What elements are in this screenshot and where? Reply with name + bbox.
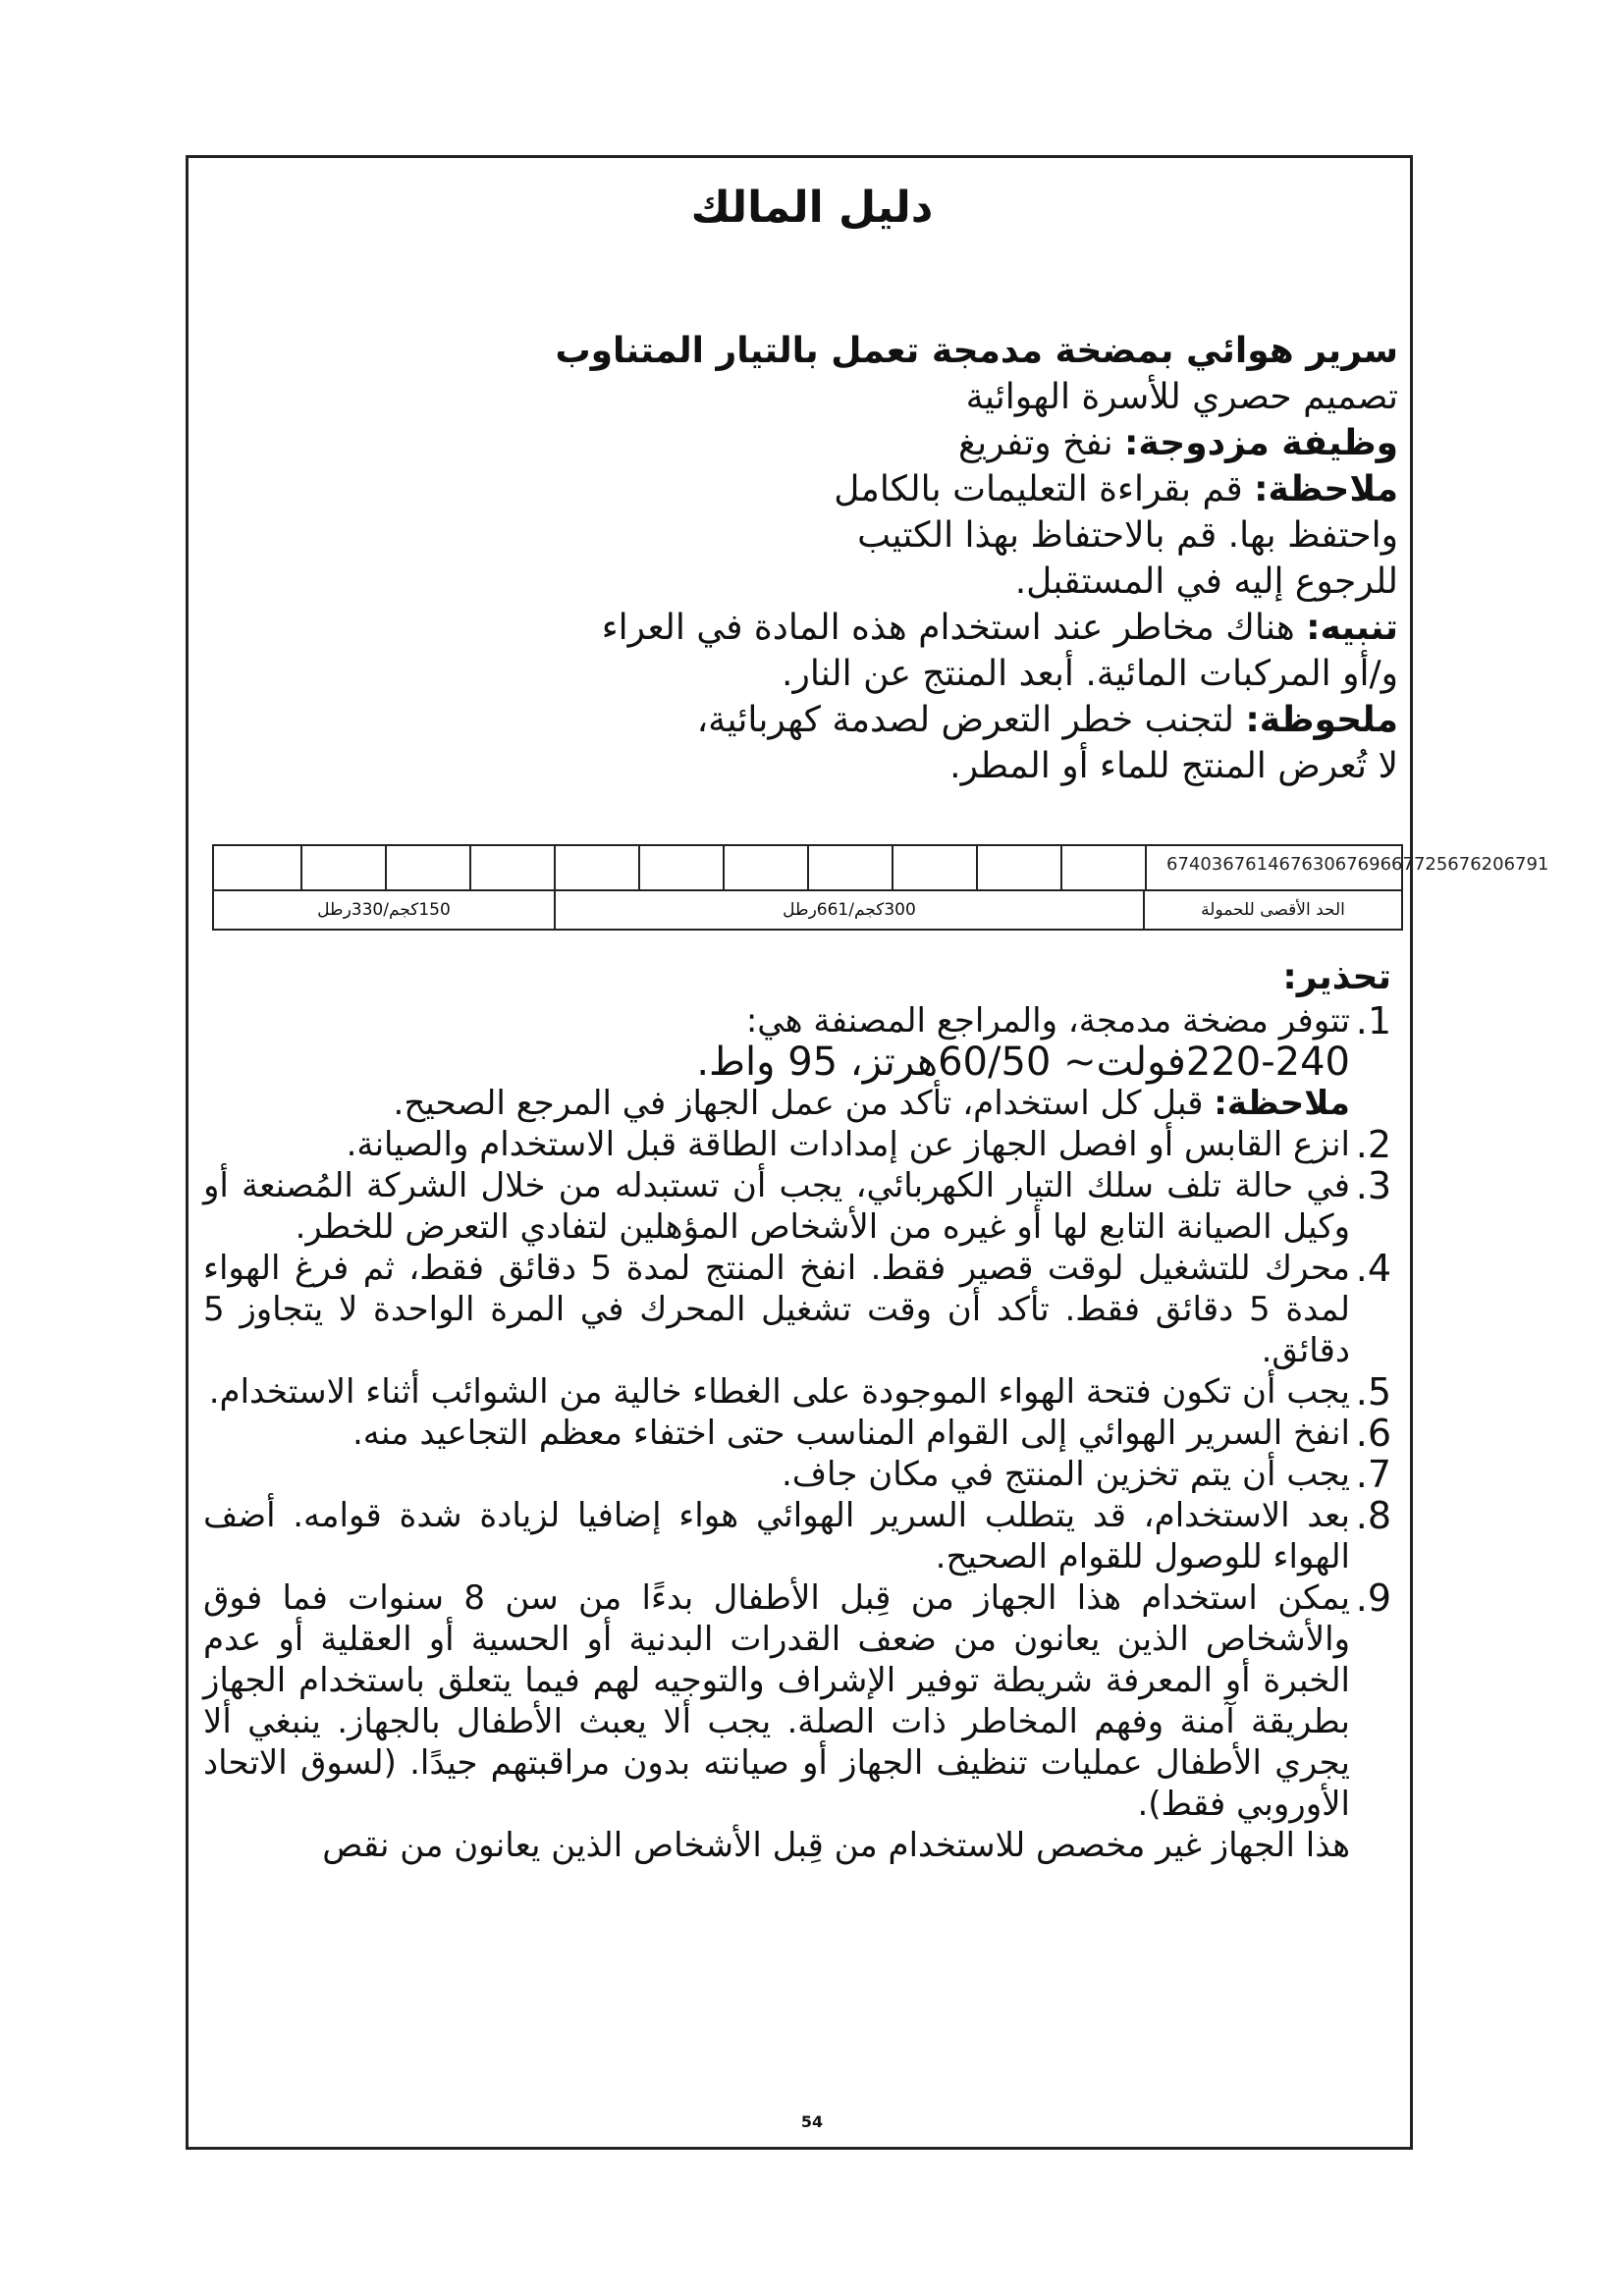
item-note [203, 1083, 1350, 1124]
function-text: نفخ وتفريغ [958, 423, 1125, 463]
document-title: دليل المالك [690, 183, 934, 233]
warnings-title: تحذير: [1282, 957, 1391, 997]
note-line-2: واحتفظ بها. قم بالاحتفاظ بهذا الكتيب [857, 515, 1398, 556]
item-number: 2. [1355, 1123, 1391, 1166]
warning-item-8 [203, 1495, 1391, 1577]
caution-label: تنبيه: [1306, 608, 1398, 648]
function-label: وظيفة مزدوجة: [1124, 423, 1398, 463]
warning-item-7 [203, 1454, 1391, 1495]
remark-label: ملحوظة: [1245, 700, 1398, 740]
page-number: 54 [800, 2112, 824, 2131]
warning-item-2 [203, 1124, 1391, 1165]
spec-cell [469, 846, 554, 889]
spec-cell [385, 846, 469, 889]
caution-line-1 [367, 605, 1398, 651]
item-note-text: قبل كل استخدام، تأكد من عمل الجهاز في المرجع الصحيح. [393, 1084, 1215, 1123]
warning-item-6 [203, 1413, 1391, 1454]
spec-cell [214, 846, 300, 889]
load-value-a: 300كجم/661رطل [554, 889, 1143, 931]
remark-text-1: لتجنب خطر التعرض لصدمة كهربائية، [696, 700, 1246, 740]
warnings-section [203, 957, 1391, 1866]
design-line: تصميم حصري للأسرة الهوائية [965, 377, 1398, 417]
warning-item-1 [203, 1000, 1391, 1124]
warning-item-4 [203, 1248, 1391, 1371]
note-label: ملاحظة: [1254, 469, 1398, 509]
item-text: بعد الاستخدام، قد يتطلب السرير الهوائي هواء إضافيا لزيادة شدة قوامه. أضف الهواء للوصول للقوام الصحيح. [203, 1496, 1350, 1576]
item-number: 7. [1355, 1453, 1391, 1496]
load-value-b: 150كجم/330رطل [317, 900, 451, 920]
spec-cell [300, 846, 385, 889]
spec-cell [1060, 846, 1145, 889]
warning-item-3 [203, 1165, 1391, 1248]
item-number: 4. [1355, 1247, 1391, 1290]
spec-cell [723, 846, 807, 889]
item-text: يمكن استخدام هذا الجهاز من قِبل الأطفال بدءًا من سن 8 سنوات فما فوق والأشخاص الذين يعانون من ضعف القدرات البدنية أو الحسية أو العقلية أو عدم الخبرة أو المعرفة شريطة توفير الإشراف والتوجيه لهم فيما يتعلق باستخدام الجهاز بطريقة آمنة وفهم المخاطر ذات الصلة. يجب ألا يعبث الأطفال بالجهاز. ينبغي ألا يجري الأطفال عمليات تنظيف الجهاز أو صيانته بدون مراقبتهم جيدًا. (لسوق الاتحاد الأوروبي فقط). [203, 1578, 1350, 1824]
model-codes: 6740367614676306769667725676206791 [1166, 854, 1549, 875]
item-text: تتوفر مضخة مدمجة، والمراجع المصنفة هي: [745, 1001, 1350, 1041]
spec-cell [554, 846, 638, 889]
product-heading: سرير هوائي بمضخة مدمجة تعمل بالتيار المتناوب [555, 331, 1398, 371]
item-text: يجب أن تكون فتحة الهواء الموجودة على الغطاء خالية من الشوائب أثناء الاستخدام. [208, 1372, 1350, 1412]
item-text: انفخ السرير الهوائي إلى القوام المناسب حتى اختفاء معظم التجاعيد منه. [352, 1414, 1350, 1453]
spec-load-row [214, 889, 1401, 931]
item-text: انزع القابس أو افصل الجهاز عن إمدادات الطاقة قبل الاستخدام والصيانة. [346, 1125, 1350, 1164]
remark-line-2: لا تُعرض المنتج للماء أو المطر. [949, 746, 1398, 786]
note-line-1 [367, 466, 1398, 512]
item-text: في حالة تلف سلك التيار الكهربائي، يجب أن تستبدله من خلال الشركة المُصنعة أو وكيل الصيانة التابع لها أو غيره من الأشخاص المؤهلين لتفادي التعرض للخطر. [203, 1166, 1350, 1247]
item-number: 3. [1355, 1164, 1391, 1207]
item-text: محرك للتشغيل لوقت قصير فقط. انفخ المنتج لمدة 5 دقائق فقط، ثم فرغ الهواء لمدة 5 دقائق فقط. تأكد أن وقت تشغيل المحرك في المرة الواحدة لا يتجاوز 5 دقائق. [203, 1249, 1351, 1370]
caution-text-1: هناك مخاطر عند استخدام هذه المادة في العراء [601, 608, 1307, 648]
item-number: 5. [1355, 1370, 1391, 1414]
intro-section [367, 328, 1398, 789]
spec-cell [1145, 846, 1164, 889]
remark-line-1 [367, 697, 1398, 743]
note-line-3: للرجوع إليه في المستقبل. [1014, 561, 1398, 602]
item-number: 1. [1355, 999, 1391, 1042]
spec-table [212, 844, 1549, 931]
spec-cell [638, 846, 723, 889]
warning-item-9 [203, 1577, 1391, 1866]
caution-line-2: و/أو المركبات المائية. أبعد المنتج عن النار. [782, 654, 1398, 694]
warning-item-5 [203, 1371, 1391, 1413]
item-number: 6. [1355, 1412, 1391, 1455]
spec-cell [976, 846, 1060, 889]
item-text: 220-240فولت~ 60/50هرتز، 95 واط. [696, 1040, 1350, 1085]
function-line [367, 420, 1398, 466]
item-note-label: ملاحظة: [1214, 1084, 1350, 1123]
spec-code-row [214, 846, 1549, 891]
item-text: يجب أن يتم تخزين المنتج في مكان جاف. [782, 1455, 1350, 1494]
note-text-1: قم بقراءة التعليمات بالكامل [834, 469, 1255, 509]
max-load-label: الحد الأقصى للحمولة [1143, 889, 1401, 931]
item-number: 9. [1355, 1576, 1391, 1620]
item-text-extra: هذا الجهاز غير مخصص للاستخدام من قِبل الأشخاص الذين يعانون من نقص [322, 1826, 1350, 1865]
spec-cell [892, 846, 976, 889]
item-number: 8. [1355, 1494, 1391, 1537]
spec-cell [807, 846, 892, 889]
